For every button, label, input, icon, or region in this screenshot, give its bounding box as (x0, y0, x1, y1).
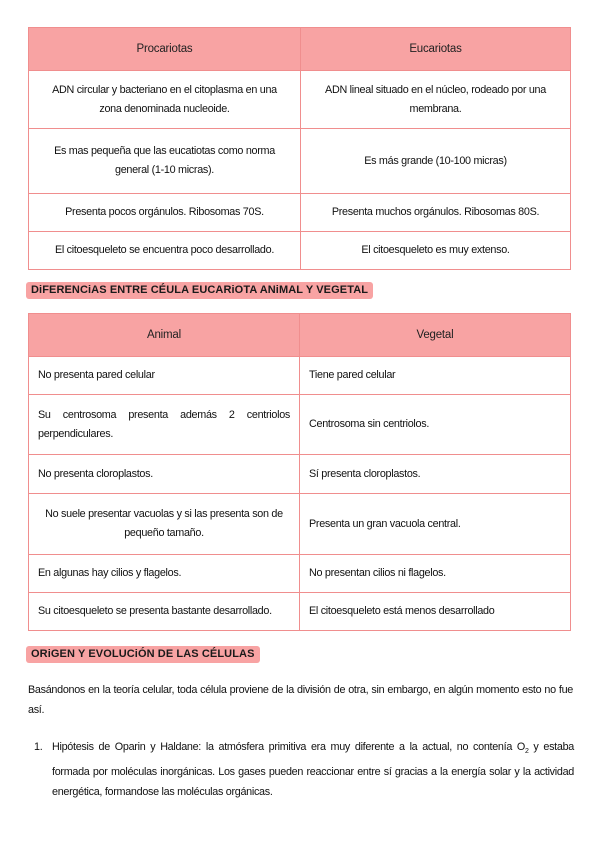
table-cell: ADN circular y bacteriano en el citoplasma en una zona denominada nucleoide. (29, 71, 301, 129)
table-cell: Presenta pocos orgánulos. Ribosomas 70S. (29, 194, 301, 232)
table-row (29, 593, 571, 631)
table-cell: ADN lineal situado en el núcleo, rodeado por una membrana. (301, 71, 571, 129)
list-item-number: 1. (34, 741, 43, 753)
table-cell: Presenta un gran vacuola central. (300, 494, 571, 555)
section-heading-origin-evolution: ORiGEN Y EVOLUCiÓN DE LAS CÉLULAS (26, 646, 260, 663)
column-header-animal: Animal (29, 314, 300, 357)
table-cell: Es mas pequeña que las eucatiotas como norma general (1-10 micras). (29, 129, 301, 194)
table-header-row (29, 28, 571, 71)
table-cell: En algunas hay cilios y flagelos. (29, 555, 300, 593)
table-row (29, 494, 571, 555)
table-cell: No suele presentar vacuolas y si las presenta son de pequeño tamaño. (29, 494, 300, 555)
intro-paragraph: Basándonos en la teoría celular, toda célula proviene de la división de otra, sin embargo, en algún momento esto no fue así. (28, 684, 573, 716)
prokaryote-eukaryote-table (28, 27, 571, 270)
table-cell: No presenta pared celular (29, 357, 300, 395)
table-cell: Presenta muchos orgánulos. Ribosomas 80S. (301, 194, 571, 232)
column-header-eukaryotes: Eucariotas (301, 28, 571, 71)
list-item-text (52, 737, 574, 802)
animal-plant-table (28, 313, 571, 631)
table-cell: El citoesqueleto se encuentra poco desarrollado. (29, 232, 301, 270)
column-header-prokaryotes: Procariotas (29, 28, 301, 71)
list-item-text-after: y estaba formada por moléculas inorgánicas. Los gases pueden reaccionar entre sí gracias a la energía solar y la actividad energética, formandose las moléculas orgánicas. (52, 741, 574, 799)
table-row (29, 129, 571, 194)
table-cell: El citoesqueleto está menos desarrollado (300, 593, 571, 631)
table-row (29, 455, 571, 494)
section-heading-animal-vs-plant: DiFERENCiAS ENTRE CÉULA EUCARiOTA ANiMAL Y VEGETAL (26, 282, 373, 299)
table-row (29, 555, 571, 593)
table-cell: Su centrosoma presenta además 2 centriolos perpendiculares. (29, 395, 300, 455)
table-cell: Su citoesqueleto se presenta bastante desarrollado. (29, 593, 300, 631)
table-cell: No presentan cilios ni flagelos. (300, 555, 571, 593)
list-item-text-before: Hipótesis de Oparin y Haldane: la atmósfera primitiva era muy diferente a la actual, no contenía O (52, 741, 525, 753)
table-row (29, 232, 571, 270)
table-cell: Centrosoma sin centriolos. (300, 395, 571, 455)
table-cell: Es más grande (10-100 micras) (301, 129, 571, 194)
table-row (29, 71, 571, 129)
table-row (29, 194, 571, 232)
table-cell: No presenta cloroplastos. (29, 455, 300, 494)
table-cell: Sí presenta cloroplastos. (300, 455, 571, 494)
table-cell: Tiene pared celular (300, 357, 571, 395)
table-header-row (29, 314, 571, 357)
column-header-plant: Vegetal (300, 314, 571, 357)
oxygen-subscript: 2 (524, 748, 529, 756)
table-row (29, 395, 571, 455)
table-row (29, 357, 571, 395)
table-cell: El citoesqueleto es muy extenso. (301, 232, 571, 270)
